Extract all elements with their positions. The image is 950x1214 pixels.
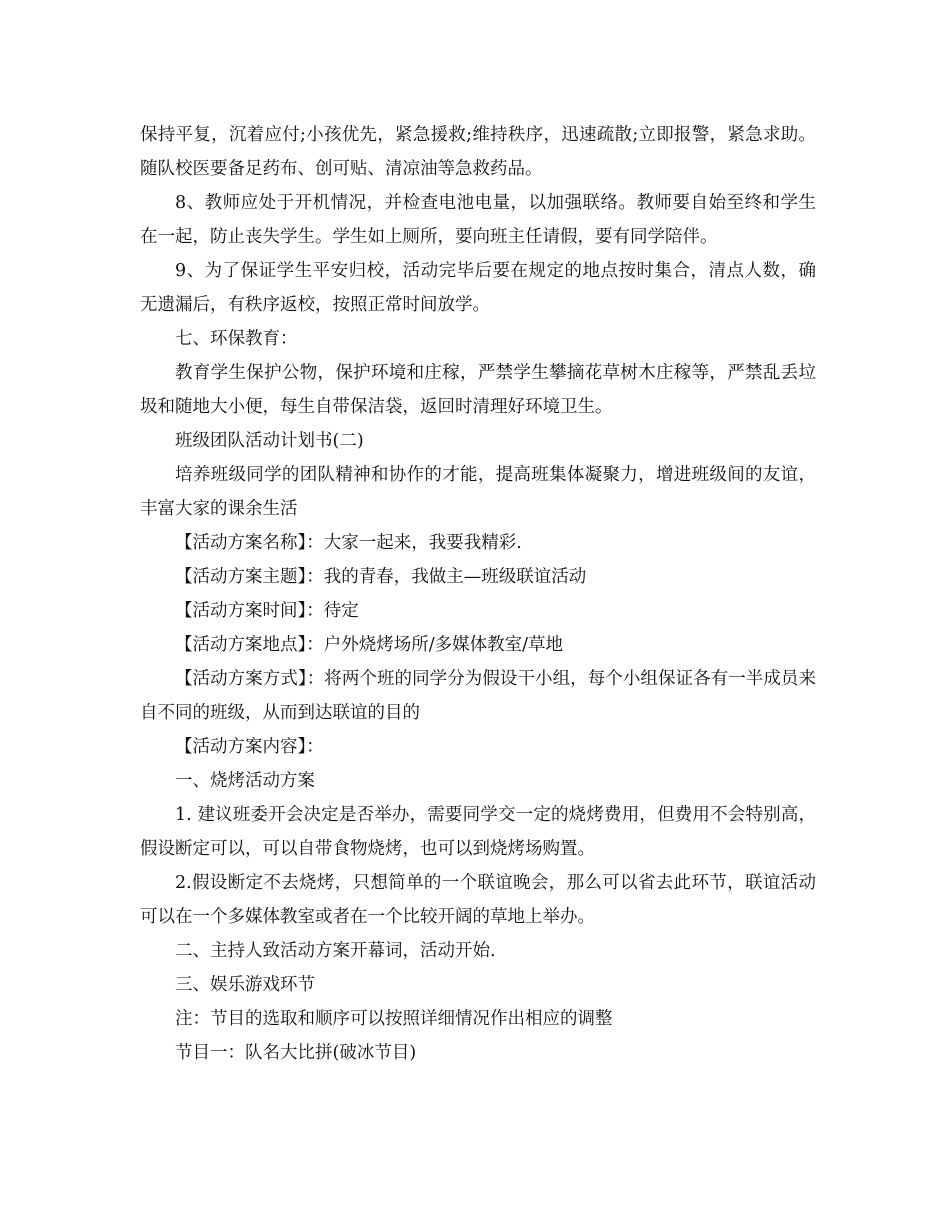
paragraph-15: 1. 建议班委开会决定是否举办，需要同学交一定的烧烤费用，但费用不会特别高，假设断定可以，可以自带食物烧烤，也可以到烧烤场购置。 [140, 805, 816, 859]
activity-content-heading: 【活动方案内容】： [175, 737, 324, 757]
activity-name: 【活动方案名称】：大家一起来，我要我精彩. [175, 533, 522, 553]
paragraph-1: 保持平复，沉着应付;小孩优先，紧急援救;维持秩序，迅速疏散;立即报警，紧急求助。随队校医要备足药布、创可贴、清凉油等急救药品。 [140, 125, 816, 179]
section-heading-opening: 二、主持人致活动方案开幕词，活动开始. [175, 941, 496, 961]
program-one: 节目一：队名大比拼(破冰节目) [175, 1043, 417, 1063]
paragraph-3: 9、为了保证学生平安归校，活动完毕后要在规定的地点按时集合，清点人数，确无遗漏后，有秩序返校，按照正常时间放学。 [140, 261, 816, 315]
document-body [140, 118, 816, 1070]
paragraph-7: 培养班级同学的团队精神和协作的才能，提高班集体凝聚力，增进班级间的友谊，丰富大家的课余生活 [140, 465, 816, 519]
section-heading-bbq: 一、烧烤活动方案 [175, 771, 315, 791]
note: 注：节目的选取和顺序可以按照详细情况作出相应的调整 [175, 1009, 613, 1029]
activity-time: 【活动方案时间】：待定 [175, 601, 359, 621]
activity-theme: 【活动方案主题】：我的青春，我做主—班级联谊活动 [175, 567, 587, 587]
section-heading-games: 三、娱乐游戏环节 [175, 975, 315, 995]
paragraph-5: 教育学生保护公物，保护环境和庄稼，严禁学生攀摘花草树木庄稼等，严禁乱丢垃圾和随地大小便，每生自带保洁袋，返回时清理好环境卫生。 [140, 363, 816, 417]
activity-location: 【活动方案地点】：户外烧烤场所/多媒体教室/草地 [175, 635, 564, 655]
document-subtitle: 班级团队活动计划书(二) [175, 431, 364, 451]
activity-method: 【活动方案方式】：将两个班的同学分为假设干小组，每个小组保证各有一半成员来自不同的班级，从而到达联谊的目的 [140, 669, 816, 723]
section-heading-environment: 七、环保教育： [175, 329, 298, 349]
paragraph-16: 2.假设断定不去烧烤，只想简单的一个联谊晚会，那么可以省去此环节，联谊活动可以在一个多媒体教室或者在一个比较开阔的草地上举办。 [140, 873, 816, 927]
paragraph-2: 8、教师应处于开机情况，并检查电池电量，以加强联络。教师要自始至终和学生在一起，防止丧失学生。学生如上厕所，要向班主任请假，要有同学陪伴。 [140, 193, 816, 247]
